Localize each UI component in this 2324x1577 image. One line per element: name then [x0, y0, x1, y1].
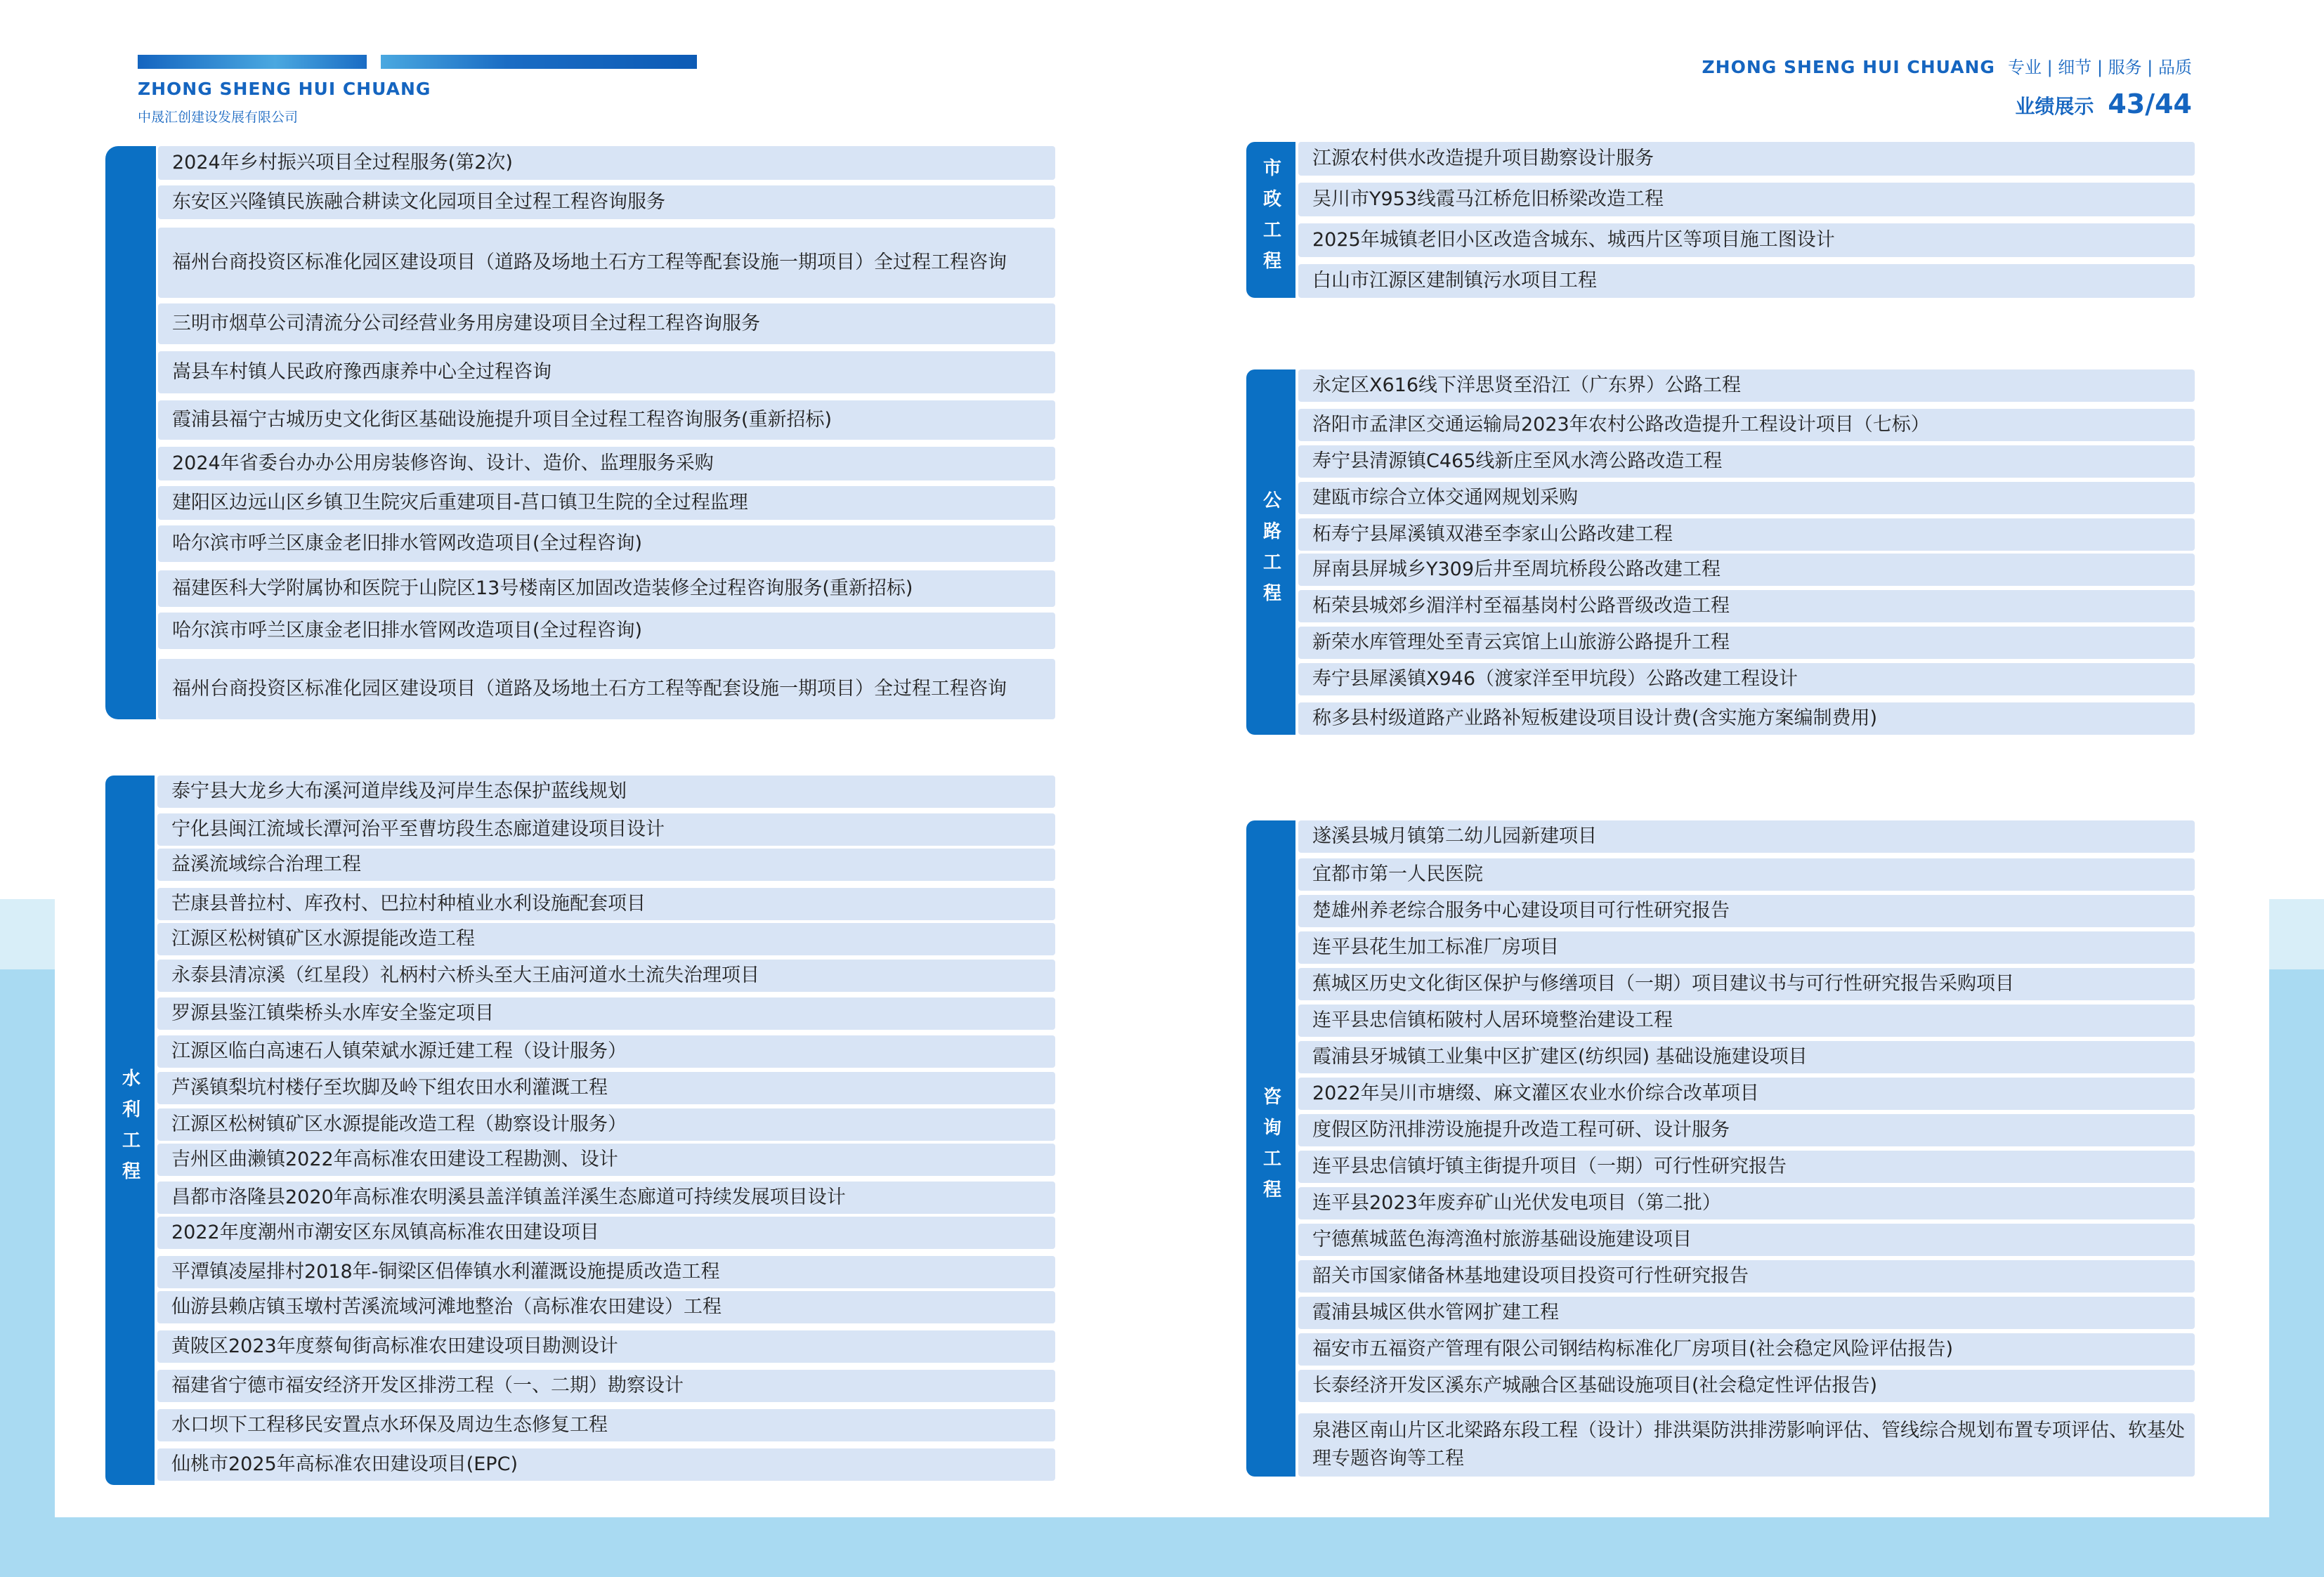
list-item	[1298, 968, 2195, 1000]
item-list	[1298, 820, 2195, 1477]
list-item	[1298, 858, 2195, 891]
list-item-label: 益溪流域综合治理工程	[171, 853, 361, 875]
list-item	[157, 849, 1055, 881]
list-item	[157, 1409, 1055, 1441]
list-item-label: 洛阳市孟津区交通运输局2023年农村公路改造提升工程设计项目（七标）	[1312, 414, 1930, 436]
list-item-label: 韶关市国家储备林基地建设项目投资可行性研究报告	[1312, 1265, 1749, 1287]
list-item	[1298, 183, 2195, 216]
list-item-label: 霞浦县福宁古城历史文化街区基础设施提升项目全过程工程咨询服务(重新招标)	[172, 409, 833, 431]
list-item-label: 宁化县闽江流域长潭河治平至曹坊段生态廊道建设项目设计	[171, 818, 665, 840]
list-item	[158, 400, 1055, 440]
group-title: 公路工程	[1260, 490, 1281, 614]
item-list	[1298, 142, 2195, 298]
list-item	[157, 1217, 1055, 1249]
list-item-label: 建瓯市综合立体交通网规划采购	[1312, 487, 1578, 509]
list-item-label: 东安区兴隆镇民族融合耕读文化园项目全过程工程咨询服务	[172, 191, 665, 213]
list-item	[158, 303, 1055, 344]
group-bar	[105, 146, 156, 719]
list-item	[1298, 1151, 2195, 1183]
list-item	[1298, 1297, 2195, 1329]
list-item-label: 罗源县鉴江镇柴桥头水库安全鉴定项目	[171, 1002, 494, 1024]
group-municipal-engineering	[1246, 142, 2195, 298]
group-bar	[105, 776, 155, 1485]
list-item-label: 水口坝下工程移民安置点水环保及周边生态修复工程	[171, 1414, 608, 1436]
list-item-label: 寿宁县犀溪镇X946（渡家洋至甲坑段）公路改建工程设计	[1312, 668, 1799, 690]
list-item-label: 度假区防汛排涝设施提升改造工程可研、设计服务	[1312, 1119, 1730, 1141]
group-title: 水利工程	[119, 1068, 141, 1192]
group-water-engineering	[105, 776, 1055, 1485]
list-item-label: 永定区X616线下洋思贤至沿江（广东界）公路工程	[1312, 374, 1742, 396]
list-item	[1298, 1187, 2195, 1219]
list-item-label: 蕉城区历史文化街区保护与修缮项目（一期）项目建议书与可行性研究报告采购项目	[1312, 973, 2014, 995]
list-item	[158, 525, 1055, 562]
brand-tags: 专业 | 细节 | 服务 | 品质	[2007, 58, 2192, 77]
list-item-label: 黄陂区2023年度蔡甸街高标准农田建设项目勘测设计	[171, 1335, 618, 1357]
list-item	[157, 1035, 1055, 1068]
list-item	[158, 613, 1055, 649]
brand-name-right: ZHONG SHENG HUI CHUANG	[1702, 57, 1995, 77]
list-item-label: 福建医科大学附属协和医院于山院区13号楼南区加固改造装修全过程咨询服务(重新招标)	[172, 577, 913, 599]
header-right	[1702, 53, 2192, 78]
list-item	[1298, 1078, 2195, 1110]
brand-stripe-left	[138, 55, 367, 69]
list-item-label: 2025年城镇老旧小区改造含城东、城西片区等项目施工图设计	[1312, 229, 1835, 251]
list-item-label: 江源农村供水改造提升项目勘察设计服务	[1312, 148, 1654, 169]
list-item-label: 哈尔滨市呼兰区康金老旧排水管网改造项目(全过程咨询)	[172, 620, 643, 641]
list-item	[157, 923, 1055, 955]
list-item	[1298, 1370, 2195, 1402]
list-item-label: 2024年乡村振兴项目全过程服务(第2次)	[172, 152, 513, 174]
list-item	[158, 659, 1055, 719]
list-item	[1298, 627, 2195, 659]
item-list	[1298, 369, 2195, 735]
group-bar	[1246, 142, 1295, 298]
list-item-label: 寿宁县清源镇C465线新庄至风水湾公路改造工程	[1312, 450, 1723, 472]
list-item-label: 嵩县车村镇人民政府豫西康养中心全过程咨询	[172, 361, 551, 383]
list-item	[157, 1448, 1055, 1481]
list-item-label: 屏南县屏城乡Y309后井至周坑桥段公路改建工程	[1312, 558, 1721, 580]
company-name: 中晟汇创建设发展有限公司	[138, 110, 299, 125]
list-item-label: 三明市烟草公司清流分公司经营业务用房建设项目全过程工程咨询服务	[172, 313, 760, 334]
list-item-label: 江源区松树镇矿区水源提能改造工程（勘察设计服务）	[171, 1113, 627, 1135]
brand-name: ZHONG SHENG HUI CHUANG	[138, 79, 431, 99]
list-item-label: 霞浦县牙城镇工业集中区扩建区(纺织园) 基础设施建设项目	[1312, 1046, 1808, 1068]
list-item	[158, 146, 1055, 180]
list-item	[157, 1072, 1055, 1104]
list-item-label: 长泰经济开发区溪东产城融合区基础设施项目(社会稳定性评估报告)	[1312, 1375, 1878, 1396]
list-item-label: 连平县忠信镇柘陂村人居环境整治建设工程	[1312, 1009, 1673, 1031]
list-item-label: 柘荣县城郊乡湄洋村至福基岗村公路晋级改造工程	[1312, 595, 1730, 617]
list-item	[157, 1256, 1055, 1288]
list-item	[157, 1370, 1055, 1402]
list-item-label: 泉港区南山片区北梁路东段工程（设计）排洪渠防洪排涝影响评估、管线综合规划布置专项评估、软基处理专题咨询等工程	[1312, 1420, 2185, 1470]
list-item	[157, 1182, 1055, 1214]
list-item	[1298, 1005, 2195, 1037]
group-bar	[1246, 369, 1295, 735]
list-item-label: 福州台商投资区标准化园区建设项目（道路及场地土石方工程等配套设施一期项目）全过程工程咨询	[172, 678, 1007, 700]
list-item	[1298, 142, 2195, 176]
list-item	[1298, 590, 2195, 622]
list-item-label: 仙游县赖店镇玉墩村苦溪流域河滩地整治（高标准农田建设）工程	[171, 1296, 722, 1318]
list-item-label: 平潭镇凌屋排村2018年-铜梁区侣俸镇水利灌溉设施提质改造工程	[171, 1261, 720, 1283]
list-item	[157, 1291, 1055, 1323]
list-item	[1298, 223, 2195, 257]
list-item	[157, 1108, 1055, 1141]
group-title: 市政工程	[1260, 158, 1281, 282]
list-item	[158, 447, 1055, 480]
list-item	[1298, 1413, 2195, 1477]
page-header	[2015, 89, 2192, 119]
group-bar	[1246, 820, 1295, 1477]
list-item	[1298, 1333, 2195, 1366]
section-title: 业绩展示	[2015, 95, 2094, 118]
list-item	[157, 1144, 1055, 1176]
list-item-label: 哈尔滨市呼兰区康金老旧排水管网改造项目(全过程咨询)	[172, 532, 643, 554]
list-item	[1298, 518, 2195, 551]
list-item-label: 福建省宁德市福安经济开发区排涝工程（一、二期）勘察设计	[171, 1375, 684, 1396]
list-item	[157, 960, 1055, 992]
list-item-label: 江源区临白高速石人镇荣斌水源迁建工程（设计服务）	[171, 1040, 627, 1062]
list-item-label: 新荣水库管理处至青云宾馆上山旅游公路提升工程	[1312, 632, 1730, 653]
list-item	[157, 997, 1055, 1030]
list-item	[157, 813, 1055, 846]
item-list	[157, 776, 1055, 1485]
list-item-label: 宜都市第一人民医院	[1312, 863, 1483, 885]
list-item	[1298, 445, 2195, 478]
list-item-label: 遂溪县城月镇第二幼儿园新建项目	[1312, 825, 1597, 847]
group-consult-top	[105, 146, 1055, 719]
group-road-engineering	[1246, 369, 2195, 735]
list-item-label: 2022年度潮州市潮安区东凤镇高标准农田建设项目	[171, 1222, 599, 1243]
list-item	[1298, 1224, 2195, 1256]
list-item-label: 霞浦县城区供水管网扩建工程	[1312, 1302, 1559, 1323]
list-item	[157, 1330, 1055, 1363]
list-item-label: 连平县2023年废弃矿山光伏发电项目（第二批）	[1312, 1192, 1721, 1214]
list-item-label: 仙桃市2025年高标准农田建设项目(EPC)	[171, 1453, 518, 1475]
list-item-label: 连平县花生加工标准厂房项目	[1312, 936, 1559, 958]
page-number: 43/44	[2108, 89, 2192, 119]
list-item-label: 永泰县清凉溪（红星段）礼柄村六桥头至大王庙河道水土流失治理项目	[171, 964, 759, 986]
list-item-label: 江源区松树镇矿区水源提能改造工程	[171, 928, 475, 950]
list-item-label: 白山市江源区建制镇污水项目工程	[1312, 270, 1597, 292]
list-item	[158, 486, 1055, 520]
list-item	[157, 776, 1055, 808]
list-item	[1298, 663, 2195, 695]
list-item	[158, 570, 1055, 607]
list-item-label: 建阳区边远山区乡镇卫生院灾后重建项目-莒口镇卫生院的全过程监理	[172, 492, 748, 513]
list-item-label: 芦溪镇梨坑村楼仔至坎脚及岭下组农田水利灌溉工程	[171, 1077, 608, 1099]
list-item	[1298, 482, 2195, 514]
list-item	[1298, 409, 2195, 441]
list-item	[1298, 1260, 2195, 1293]
list-item	[1298, 895, 2195, 927]
list-item	[1298, 264, 2195, 298]
brand-stripe-right	[381, 55, 697, 69]
item-list	[158, 146, 1055, 719]
list-item-label: 宁德蕉城蓝色海湾渔村旅游基础设施建设项目	[1312, 1229, 1692, 1250]
list-item-label: 2024年省委台办办公用房装修咨询、设计、造价、监理服务采购	[172, 452, 714, 474]
list-item	[1298, 1114, 2195, 1146]
list-item	[158, 351, 1055, 393]
group-title: 咨询工程	[1260, 1087, 1281, 1210]
list-item	[158, 185, 1055, 219]
list-item-label: 2022年吴川市塘缀、麻文灌区农业水价综合改革项目	[1312, 1082, 1759, 1104]
list-item	[157, 888, 1055, 920]
list-item-label: 吴川市Y953线霞马江桥危旧桥梁改造工程	[1312, 188, 1664, 210]
list-item-label: 连平县忠信镇圩镇主街提升项目（一期）可行性研究报告	[1312, 1156, 1787, 1177]
list-item	[1298, 702, 2195, 735]
group-consulting-engineering	[1246, 820, 2195, 1477]
list-item-label: 柘寿宁县犀溪镇双港至李家山公路改建工程	[1312, 523, 1673, 545]
list-item	[1298, 369, 2195, 402]
list-item-label: 泰宁县大龙乡大布溪河道岸线及河岸生态保护蓝线规划	[171, 780, 627, 802]
list-item	[1298, 1041, 2195, 1073]
list-item	[1298, 554, 2195, 586]
list-item	[1298, 820, 2195, 853]
list-item-label: 福安市五福资产管理有限公司钢结构标准化厂房项目(社会稳定风险评估报告)	[1312, 1338, 1954, 1360]
list-item-label: 楚雄州养老综合服务中心建设项目可行性研究报告	[1312, 900, 1730, 922]
list-item	[1298, 931, 2195, 964]
list-item	[158, 228, 1055, 298]
list-item-label: 昌都市洛隆县2020年高标准农明溪县盖洋镇盖洋溪生态廊道可持续发展项目设计	[171, 1186, 846, 1208]
list-item-label: 吉州区曲濑镇2022年高标准农田建设工程勘测、设计	[171, 1149, 618, 1170]
list-item-label: 芒康县普拉村、库孜村、巴拉村种植业水利设施配套项目	[171, 893, 646, 915]
list-item-label: 福州台商投资区标准化园区建设项目（道路及场地土石方工程等配套设施一期项目）全过程工程咨询	[172, 251, 1007, 273]
list-item-label: 称多县村级道路产业路补短板建设项目设计费(含实施方案编制费用)	[1312, 707, 1878, 729]
